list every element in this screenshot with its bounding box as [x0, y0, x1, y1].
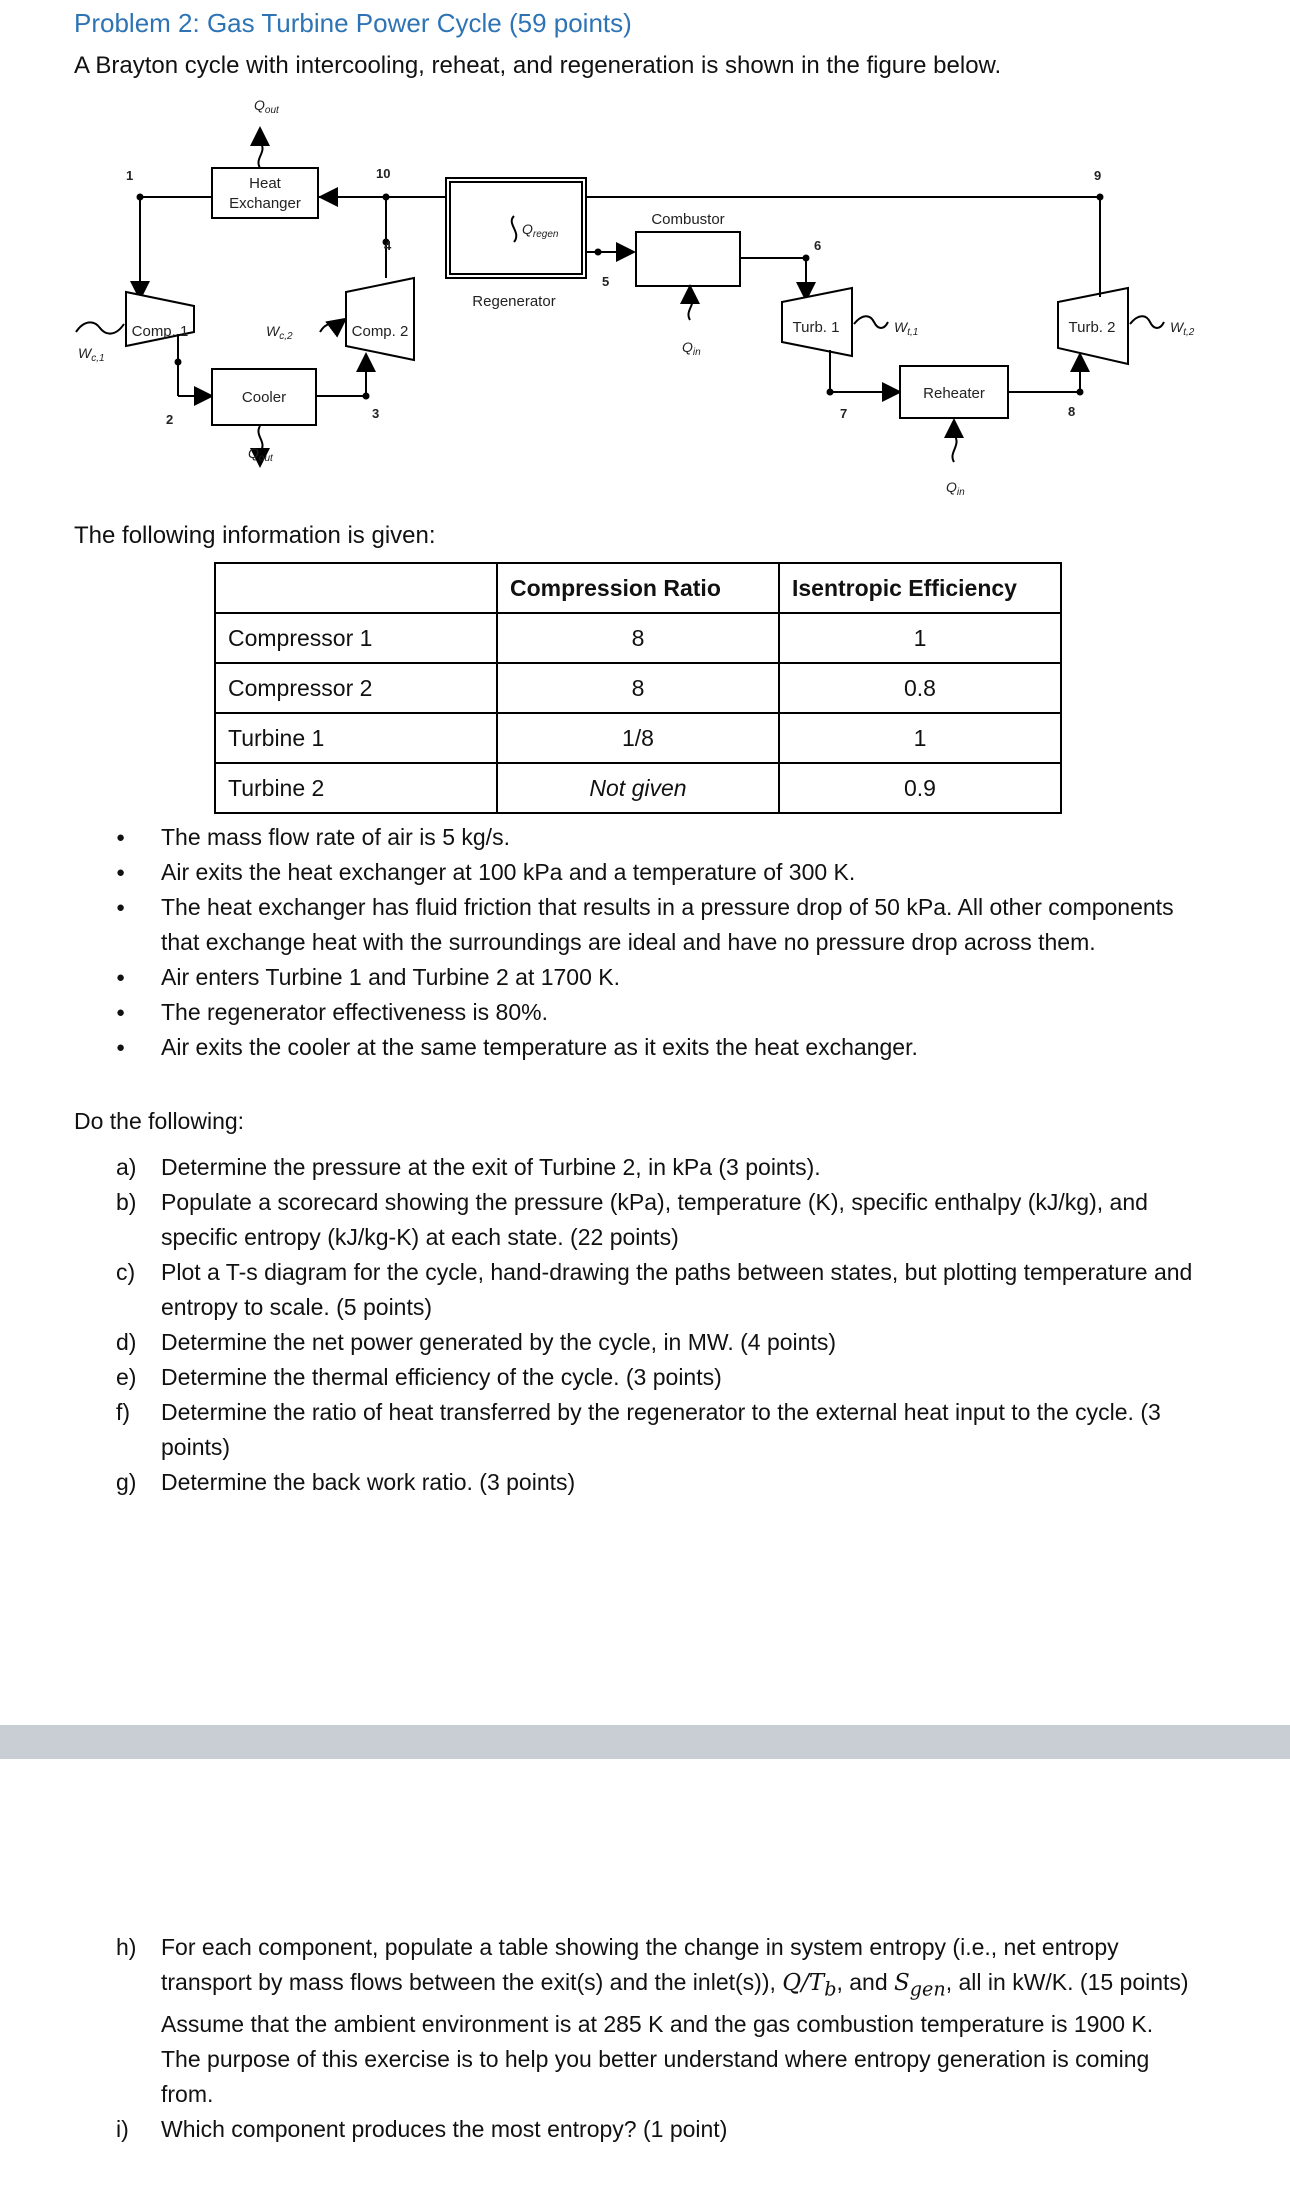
table-cell: Compressor 1 [215, 613, 497, 663]
state-5: 5 [602, 274, 610, 289]
task-list-continued [116, 1930, 1196, 2147]
qin-comb-q: Q [682, 339, 693, 355]
cycle-diagram [70, 92, 1220, 512]
state-6: 6 [814, 238, 822, 253]
table-row [215, 663, 1061, 713]
svg-text:Qin [682, 339, 701, 358]
task-item [116, 1185, 1196, 1255]
task-h-text-1: For each component, populate a table showing the change in system entropy (i.e., net entropy transport by mass flows between the exit(s) and the inlet(s)), [161, 1934, 1119, 1995]
task-label: b) [116, 1189, 137, 1215]
task-item [116, 1255, 1196, 1325]
given-bullets [120, 820, 1180, 1065]
wc1-w: W [78, 345, 92, 361]
task-item [116, 2112, 1196, 2147]
table-cell: 0.8 [779, 663, 1061, 713]
table-header-cell: Isentropic Efficiency [779, 563, 1061, 613]
svg-text:Qin [946, 479, 965, 498]
table-cell: 8 [497, 613, 779, 663]
task-text: Determine the net power generated by the cycle, in MW. (4 points) [161, 1329, 836, 1355]
table-row [215, 613, 1061, 663]
list-item: ● Air enters Turbine 1 and Turbine 2 at 1700 K. [120, 960, 1180, 995]
svg-text:Wt,2 [1170, 319, 1195, 338]
given-table [214, 562, 1062, 814]
intro-text: A Brayton cycle with intercooling, reheat, and regeneration is shown in the figure below. [74, 52, 1002, 79]
list-item: ● The regenerator effectiveness is 80%. [120, 995, 1180, 1030]
task-text: Which component produces the most entropy? (1 point) [161, 2115, 728, 2142]
task-text: Plot a T-s diagram for the cycle, hand-drawing the paths between states, but plotting temperature and entropy to scale. (5 points) [161, 1259, 1193, 1320]
wt2-sub: t,2 [1183, 327, 1195, 338]
state-3: 3 [372, 406, 380, 421]
wc1-sub: c,1 [91, 353, 105, 364]
task-h-text-2: , all in kW/K. (15 points) Assume that the ambient environment is at 285 K and the gas combustion temperature is 1900 K. The purpose of this exercise is to help you better understand where entropy generation is coming from. [161, 1969, 1189, 2107]
comp2-label: Comp. 2 [351, 323, 409, 340]
qout-top-q: Q [254, 97, 265, 113]
comp1-label: Comp. 1 [131, 323, 189, 340]
task-item [116, 1150, 1196, 1185]
wt1-w: W [894, 319, 908, 335]
cooler-label: Cooler [241, 389, 287, 406]
task-list [116, 1150, 1196, 1500]
task-label: a) [116, 1154, 137, 1180]
table-cell: Not given [497, 763, 779, 813]
state-2: 2 [166, 412, 174, 427]
turb1-label: Turb. 1 [792, 319, 840, 336]
combustor-box [636, 232, 740, 286]
qin-reheat-sub: in [956, 487, 965, 498]
problem-title: Problem 2: Gas Turbine Power Cycle (59 points) [74, 8, 632, 38]
table-cell: Compressor 2 [215, 663, 497, 713]
table-cell: 1 [779, 713, 1061, 763]
svg-text:Qout [254, 97, 280, 116]
wt1-sub: t,1 [907, 327, 919, 338]
task-item [116, 1395, 1196, 1465]
task-text: Determine the pressure at the exit of Turbine 2, in kPa (3 points). [161, 1154, 821, 1180]
regenerator-label: Regenerator [472, 293, 556, 310]
svg-text:Wc,2 [266, 323, 293, 342]
list-item: ● The heat exchanger has fluid friction that results in a pressure drop of 50 kPa. All other components that exchange heat with the surroundings are ideal and have no pressure drop across them. [120, 890, 1180, 960]
hx-label-2: Exchanger [229, 195, 301, 212]
table-cell: 1 [779, 613, 1061, 663]
state-7: 7 [840, 406, 848, 421]
state-9: 9 [1094, 168, 1102, 183]
svg-text:Qout [248, 445, 274, 464]
list-item: ● The mass flow rate of air is 5 kg/s. [120, 820, 1180, 855]
qout-bottom-sub: out [258, 453, 273, 464]
qin-reheat-q: Q [946, 479, 957, 495]
regenerator-box [446, 178, 586, 278]
task-label: f) [116, 1399, 131, 1425]
list-item: ● Air exits the heat exchanger at 100 kPa and a temperature of 300 K. [120, 855, 1180, 890]
task-item [116, 1360, 1196, 1395]
qin-comb-sub: in [692, 347, 701, 358]
task-label: i) [116, 2115, 129, 2142]
reheater-label: Reheater [923, 385, 985, 402]
comp2-shape [346, 278, 414, 360]
t-symbol: T [808, 1970, 825, 1996]
table-cell: 1/8 [497, 713, 779, 763]
q-symbol: Q [782, 1970, 802, 1996]
table-cell: 8 [497, 663, 779, 713]
task-label: g) [116, 1469, 137, 1495]
table-header-cell [215, 563, 497, 613]
wc2-sub: c,2 [279, 331, 293, 342]
task-label: d) [116, 1329, 137, 1355]
wc2-w: W [266, 323, 280, 339]
combustor-label: Combustor [651, 211, 725, 228]
svg-text:Wc,1 [78, 345, 105, 364]
turb2-label: Turb. 2 [1068, 319, 1116, 336]
task-text: Determine the back work ratio. (3 points) [161, 1469, 576, 1495]
qout-top-sub: out [264, 105, 279, 116]
qregen-sub: regen [532, 229, 559, 240]
task-text: Determine the ratio of heat transferred by the regenerator to the external heat input to the cycle. (3 points) [161, 1399, 1161, 1460]
task-label: h) [116, 1934, 137, 1960]
qregen-q: Q [522, 221, 533, 237]
table-row [215, 763, 1061, 813]
table-cell: 0.9 [779, 763, 1061, 813]
s-subscript: gen [909, 1977, 946, 2001]
s-gen-dot [894, 1970, 946, 2001]
table-cell: Turbine 1 [215, 713, 497, 763]
task-label: c) [116, 1259, 136, 1285]
table-header-cell: Compression Ratio [497, 563, 779, 613]
t-subscript: b [824, 1977, 837, 2001]
svg-text:Wt,1 [894, 319, 918, 338]
table-row [215, 713, 1061, 763]
task-item [116, 1930, 1196, 2112]
table-cell: Turbine 2 [215, 763, 497, 813]
task-item [116, 1325, 1196, 1360]
state-8: 8 [1068, 404, 1076, 419]
task-label: e) [116, 1364, 137, 1390]
task-item [116, 1465, 1196, 1500]
do-following-label: Do the following: [74, 1108, 245, 1134]
page-divider [0, 1725, 1290, 1759]
wt2-w: W [1170, 319, 1184, 335]
hx-label-1: Heat [249, 175, 281, 192]
state-1: 1 [126, 168, 134, 183]
list-item: ● Air exits the cooler at the same temperature as it exits the heat exchanger. [120, 1030, 1180, 1065]
given-label: The following information is given: [74, 522, 436, 549]
state-10: 10 [376, 166, 391, 181]
task-text: Determine the thermal efficiency of the cycle. (3 points) [161, 1364, 722, 1390]
q-dot-over-t: $Q/T_b$ [782, 1970, 837, 2001]
table-header-row [215, 563, 1061, 613]
state-4: 4 [384, 238, 392, 253]
task-text: Populate a scorecard showing the pressure (kPa), temperature (K), specific enthalpy (kJ/kg), and specific entropy (kJ/kg-K) at each state. (22 points) [161, 1189, 1148, 1250]
qout-bottom-q: Q [248, 445, 259, 461]
s-symbol: S [894, 1970, 910, 1996]
and-text: , and [836, 1969, 888, 1995]
